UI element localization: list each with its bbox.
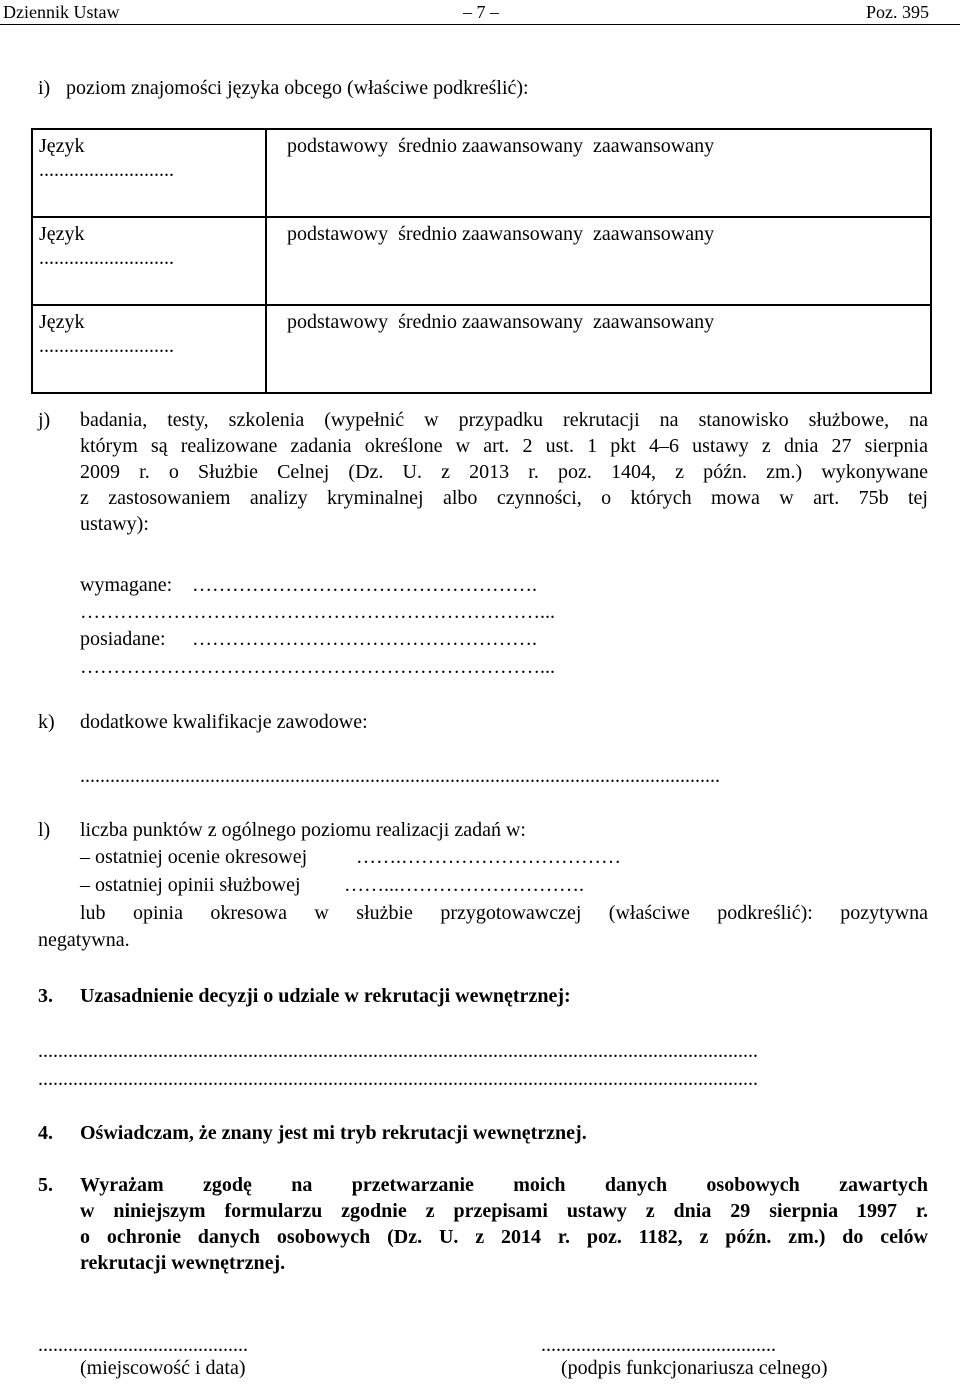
language-dots: ........................... bbox=[39, 335, 174, 357]
section-k-label: k) bbox=[38, 711, 55, 733]
level-basic[interactable]: podstawowy bbox=[287, 223, 389, 245]
signature-caption: (podpis funkcjonariusza celnego) bbox=[561, 1357, 828, 1379]
level-cell bbox=[266, 129, 931, 217]
level-cell bbox=[266, 305, 931, 393]
qualifications-dots[interactable]: ................................................................................................................................ bbox=[80, 765, 720, 787]
required-dots-2[interactable]: ……………………………………………………………... bbox=[80, 601, 555, 623]
language-row bbox=[32, 305, 931, 393]
service-opinion-label: – ostatniej opinii służbowej bbox=[80, 874, 301, 896]
periodic-evaluation-label: – ostatniej ocenie okresowej bbox=[80, 846, 308, 868]
level-basic[interactable]: podstawowy bbox=[287, 311, 389, 333]
section-k-text: dodatkowe kwalifikacje zawodowe: bbox=[80, 711, 368, 733]
level-advanced[interactable]: zaawansowany bbox=[593, 135, 715, 157]
required-label: wymagane: bbox=[80, 574, 173, 596]
header-divider bbox=[0, 24, 960, 25]
point-5-line: Wyrażam zgodę na przetwarzanie moich danych osobowych zawartych bbox=[80, 1174, 928, 1196]
service-opinion-dots[interactable]: ……...………………………. bbox=[344, 874, 584, 896]
point-5-line: w niniejszym formularzu zgodnie z przepisami ustawy z dnia 29 sierpnia 1997 r. bbox=[80, 1200, 928, 1222]
page-number: – 7 – bbox=[463, 2, 499, 22]
journal-title: Dziennik Ustaw bbox=[3, 2, 120, 22]
required-dots-1[interactable]: ……………………………………………. bbox=[192, 574, 537, 596]
language-dots: ........................... bbox=[39, 159, 174, 181]
held-label: posiadane: bbox=[80, 628, 166, 650]
language-label: Język bbox=[39, 223, 85, 245]
section-i-text: poziom znajomości języka obcego (właściwe podkreślić): bbox=[66, 77, 529, 99]
section-j-text bbox=[80, 408, 928, 538]
probation-opinion-text[interactable]: lub opinia okresowa w służbie przygotowawczej (właściwe podkreślić): pozytywna bbox=[80, 902, 928, 924]
point-5-line: rekrutacji wewnętrznej. bbox=[80, 1252, 286, 1274]
probation-opinion-negative[interactable]: negatywna. bbox=[38, 929, 130, 951]
signature-dots[interactable]: ............................................... bbox=[541, 1334, 776, 1356]
section-j-line: którym są realizowane zadania określone w art. 2 ust. 1 pkt 4–6 ustawy z dnia 27 sierpnia bbox=[80, 435, 928, 457]
probation-opinion-line bbox=[80, 901, 928, 925]
point-3-title: Uzasadnienie decyzji o udziale w rekrutacji wewnętrznej: bbox=[80, 985, 571, 1007]
language-row bbox=[32, 217, 931, 305]
language-table bbox=[31, 128, 932, 394]
periodic-evaluation-dots[interactable]: …….…………………………… bbox=[356, 846, 621, 868]
section-j-line: 2009 r. o Służbie Celnej (Dz. U. z 2013 r. poz. 1404, z późn. zm.) wykonywane bbox=[80, 461, 928, 483]
position-number: Poz. 395 bbox=[866, 2, 929, 22]
held-dots-2[interactable]: ……………………………………………………………... bbox=[80, 656, 555, 678]
level-intermediate[interactable]: średnio zaawansowany bbox=[398, 223, 584, 245]
level-intermediate[interactable]: średnio zaawansowany bbox=[398, 135, 584, 157]
section-j-line: z zastosowaniem analizy kryminalnej albo czynności, o których mowa w art. 75b tej bbox=[80, 487, 928, 509]
level-intermediate[interactable]: średnio zaawansowany bbox=[398, 311, 584, 333]
point-3-number: 3. bbox=[38, 985, 53, 1007]
language-dots: ........................... bbox=[39, 247, 174, 269]
language-cell[interactable] bbox=[32, 217, 266, 305]
section-l-text: liczba punktów z ogólnego poziomu realizacji zadań w: bbox=[80, 819, 526, 841]
section-j-label: j) bbox=[38, 409, 51, 431]
section-j-line: ustawy): bbox=[80, 513, 149, 535]
level-advanced[interactable]: zaawansowany bbox=[593, 311, 715, 333]
level-basic[interactable]: podstawowy bbox=[287, 135, 389, 157]
section-i-label: i) bbox=[38, 77, 51, 99]
language-label: Język bbox=[39, 135, 85, 157]
language-label: Język bbox=[39, 311, 85, 333]
section-j-line: badania, testy, szkolenia (wypełnić w przypadku rekrutacji na stanowisko służbowe, na bbox=[80, 409, 928, 431]
justification-dots-1[interactable]: ................................................................................................................................................ bbox=[38, 1040, 758, 1062]
section-l-label: l) bbox=[38, 819, 51, 841]
point-4-text: Oświadczam, że znany jest mi tryb rekrutacji wewnętrznej. bbox=[80, 1122, 587, 1144]
held-dots-1[interactable]: ……………………………………………. bbox=[192, 628, 537, 650]
point-5-text bbox=[80, 1173, 928, 1277]
point-5-line: o ochronie danych osobowych (Dz. U. z 2014 r. poz. 1182, z późn. zm.) do celów bbox=[80, 1226, 928, 1248]
language-cell[interactable] bbox=[32, 305, 266, 393]
place-date-caption: (miejscowość i data) bbox=[80, 1357, 246, 1379]
level-cell bbox=[266, 217, 931, 305]
language-cell[interactable] bbox=[32, 129, 266, 217]
point-4-number: 4. bbox=[38, 1122, 53, 1144]
language-row bbox=[32, 129, 931, 217]
justification-dots-2[interactable]: ................................................................................................................................................ bbox=[38, 1068, 758, 1090]
place-date-dots[interactable]: .......................................... bbox=[38, 1334, 248, 1356]
point-5-number: 5. bbox=[38, 1174, 53, 1196]
level-advanced[interactable]: zaawansowany bbox=[593, 223, 715, 245]
